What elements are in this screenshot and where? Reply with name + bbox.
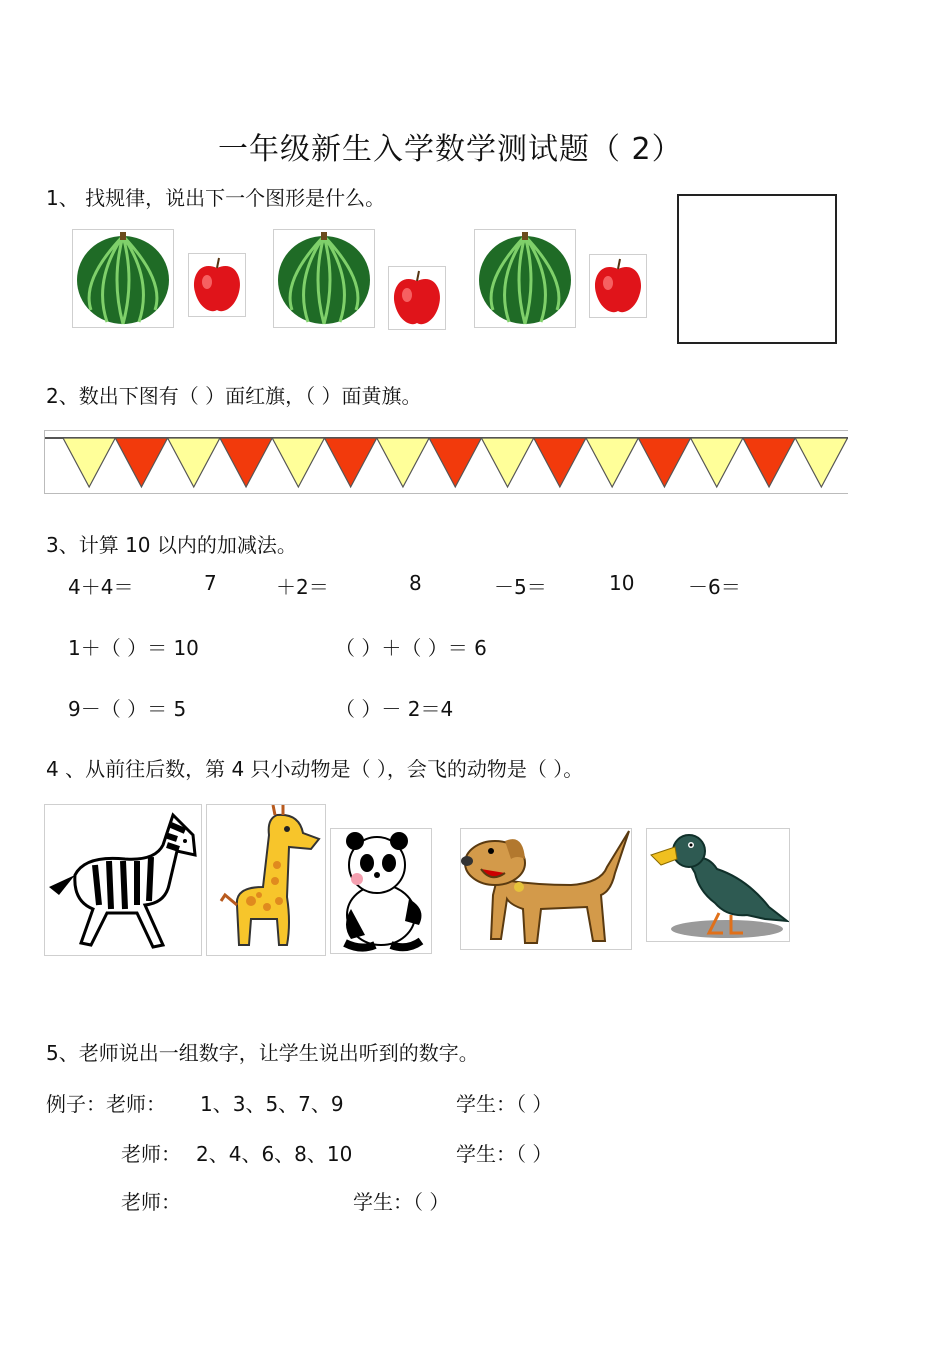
equation: 7 [204, 571, 217, 595]
red-flag [325, 438, 377, 487]
equation: ＋2＝ [276, 575, 329, 599]
zebra-icon [44, 804, 202, 956]
teacher-label: 老师： [121, 1142, 181, 1166]
apple-icon [188, 253, 246, 317]
equation: 10 [609, 571, 635, 595]
giraffe-icon [206, 804, 326, 956]
student-answer: 学生：（ ） [456, 1092, 553, 1116]
student-answer: 学生：（ ） [353, 1190, 450, 1214]
dog-icon [460, 828, 632, 950]
apple-icon [388, 266, 446, 330]
question-1-prompt: 1、 找规律，说出下一个图形是什么。 [46, 186, 386, 210]
yellow-flag [168, 438, 220, 487]
yellow-flag [63, 438, 115, 487]
yellow-flag [377, 438, 429, 487]
example-numbers: 1、3、5、7、9 [200, 1092, 344, 1116]
watermelon-icon [273, 229, 375, 328]
equation: 4＋4＝ [68, 575, 134, 599]
watermelon-icon [72, 229, 174, 328]
equation: －6＝ [688, 575, 741, 599]
yellow-flag [586, 438, 638, 487]
flag-svg [45, 431, 848, 493]
panda-icon [330, 828, 432, 954]
equation: －5＝ [494, 575, 547, 599]
red-flag [429, 438, 481, 487]
teacher-numbers: 2、4、6、8、10 [196, 1142, 353, 1166]
page-title: 一年级新生入学数学测试题（ 2） [218, 132, 683, 167]
red-flag [743, 438, 795, 487]
question-5-prompt: 5、老师说出一组数字，让学生说出听到的数字。 [46, 1041, 479, 1065]
student-answer: 学生：（ ） [456, 1142, 553, 1166]
yellow-flag [272, 438, 324, 487]
example-label: 例子：老师： [46, 1092, 166, 1116]
red-flag [638, 438, 690, 487]
bird-icon [646, 828, 790, 942]
apple-icon [589, 254, 647, 318]
teacher-label: 老师： [121, 1190, 181, 1214]
question-3-prompt: 3、计算 10 以内的加减法。 [46, 533, 297, 557]
answer-box[interactable] [677, 194, 837, 344]
equation: （ ）－ 2＝4 [335, 697, 454, 721]
red-flag [115, 438, 167, 487]
equation: 8 [409, 571, 422, 595]
equation: 9－（ ）＝ 5 [68, 697, 187, 721]
flag-banner [44, 430, 848, 494]
equation: （ ）＋（ ）＝ 6 [335, 636, 487, 660]
question-4-prompt: 4 、从前往后数，第 4 只小动物是（ ），会飞的动物是（ ）。 [46, 757, 584, 781]
equation: 1＋（ ）＝ 10 [68, 636, 199, 660]
yellow-flag [795, 438, 847, 487]
red-flag [534, 438, 586, 487]
question-2-prompt: 2、数出下图有（ ）面红旗，（ ）面黄旗。 [46, 384, 422, 408]
yellow-flag [481, 438, 533, 487]
red-flag [220, 438, 272, 487]
yellow-flag [691, 438, 743, 487]
watermelon-icon [474, 229, 576, 328]
